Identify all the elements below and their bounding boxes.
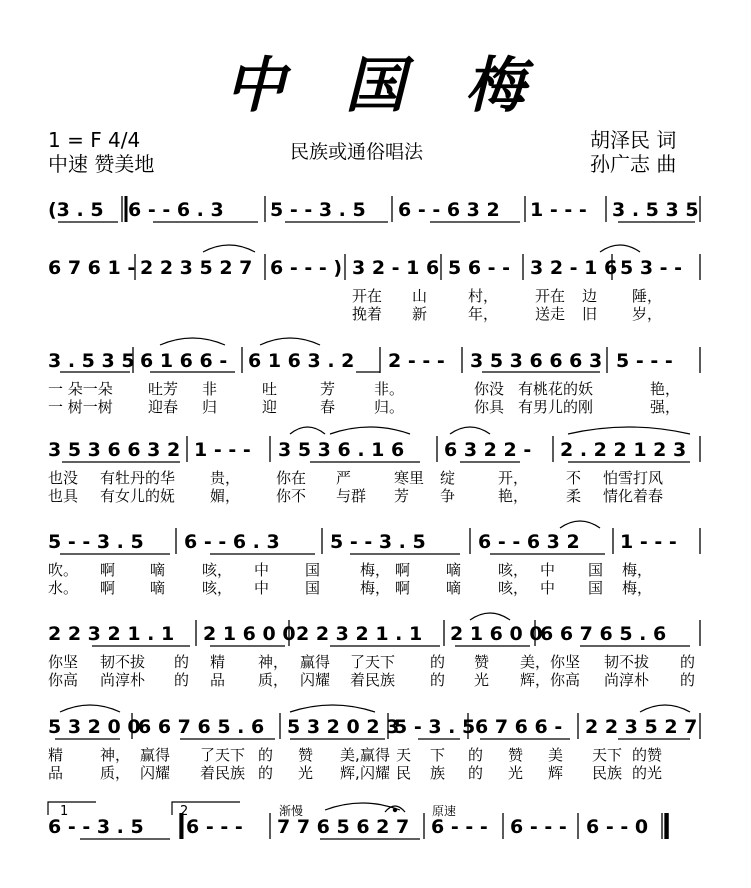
ritardando-marking: 渐慢 <box>279 804 304 818</box>
lyric-verse1: 严 <box>336 469 352 487</box>
lyric-verse1: 的 <box>680 653 696 671</box>
lyric-verse2: 光 <box>298 764 314 782</box>
measure-notes: 5 - - 3 . 5 <box>270 199 366 221</box>
lyric-verse1: 赢得 <box>300 653 331 671</box>
lyric-verse2: 你不 <box>276 487 307 505</box>
slur <box>160 338 225 345</box>
measure-notes: 2 2 3 5 2 7 <box>585 716 698 738</box>
slur <box>450 427 490 434</box>
lyric-verse2: 品 <box>210 671 226 689</box>
lyric-verse1: 的 <box>258 746 274 764</box>
lyric-verse2: 的 <box>680 671 696 689</box>
measure-notes: 6 - - 0 <box>586 816 649 838</box>
lyric-verse2: 光 <box>474 671 490 689</box>
lyric-verse1: 的 <box>430 653 446 671</box>
lyric-verse1: 绽 <box>440 469 456 487</box>
lyric-verse1: 中 <box>540 561 556 579</box>
lyric-verse2: 也具 <box>48 487 79 505</box>
notation-row <box>48 257 682 323</box>
lyric-verse1: 山 <box>412 287 428 305</box>
lyric-verse2: 年， <box>468 305 499 323</box>
lyric-verse1: 下 <box>430 746 446 764</box>
lyric-verse1: 赢得 <box>360 746 391 764</box>
lyric-verse2: 国 <box>588 579 604 597</box>
lyric-verse2: 春 <box>320 398 336 416</box>
lyric-verse1: 开在 <box>352 287 383 305</box>
lyric-verse2: 你具 <box>474 398 505 416</box>
lyric-verse1: 啊 <box>395 561 411 579</box>
measure-notes: 6 - - 6 . 3 <box>184 531 280 553</box>
tempo-marking: 中速 赞美地 <box>48 152 155 176</box>
lyric-verse2: 啊 <box>395 579 411 597</box>
notation-row <box>48 531 677 597</box>
measure-notes: 5 3 2 0 0 <box>48 716 141 738</box>
lyric-verse1: 梅， <box>360 561 391 579</box>
lyric-verse1: 有牡丹的华 <box>100 469 176 487</box>
lyric-verse1: 赞 <box>508 746 524 764</box>
lyric-verse2: 质， <box>100 764 131 782</box>
lyric-verse2: 光 <box>508 764 524 782</box>
lyric-verse1: 韧不拔 <box>604 653 650 671</box>
lyric-verse2: 迎 <box>262 398 278 416</box>
lyric-verse1: 你坚 <box>48 653 79 671</box>
lyric-verse2: 梅， <box>622 579 653 597</box>
first-ending-number: 1 <box>60 804 69 819</box>
measure-notes: 5 3 - - <box>620 257 683 279</box>
slur <box>600 245 640 252</box>
slur <box>330 427 410 434</box>
lyric-verse1: 的 <box>174 653 190 671</box>
first-ending-bracket <box>48 802 96 815</box>
slur <box>290 427 325 434</box>
lyric-verse1: 一 朵一朵 <box>48 380 113 398</box>
lyric-verse1: 你坚 <box>550 653 581 671</box>
slur <box>203 245 255 252</box>
measure-notes: 6 - - 6 3 2 <box>398 199 500 221</box>
lyric-verse2: 情化着春 <box>603 487 664 505</box>
lyric-verse2: 的 <box>174 671 190 689</box>
lyric-verse1: 韧不拔 <box>100 653 146 671</box>
lyric-verse2: 品 <box>48 764 64 782</box>
lyric-verse1: 啊 <box>100 561 116 579</box>
slur <box>60 705 120 712</box>
measure-notes: 1 - - - <box>620 531 677 553</box>
second-ending-number: 2 <box>180 804 189 819</box>
slur <box>290 705 375 712</box>
notation-row <box>48 716 697 782</box>
lyric-verse1: 赞 <box>298 746 314 764</box>
measure-notes: 6 1 6 6 - <box>140 350 228 372</box>
lyric-verse2: 梅， <box>360 579 391 597</box>
lyric-verse2: 的光 <box>632 764 663 782</box>
measure-notes: 3 . 5 3 5 <box>48 350 135 372</box>
lyric-verse2: 的 <box>468 764 484 782</box>
measure-notes: 2 2 3 2 1 . 1 <box>296 623 423 645</box>
lyric-verse2: 你高 <box>550 671 581 689</box>
lyric-verse2: 中 <box>540 579 556 597</box>
a-tempo-marking: 原速 <box>432 804 457 818</box>
lyric-verse2: 尚淳朴 <box>100 671 146 689</box>
measure-notes: 6 3 2 2 - <box>444 439 532 461</box>
lyric-verse1: 了天下 <box>350 653 396 671</box>
lyric-verse2: 送走 <box>535 305 566 323</box>
lyric-verse1: 贵， <box>210 469 241 487</box>
measure-notes: 3 . 5 3 5 <box>612 199 699 221</box>
measure-notes: 2 . 2 2 1 2 3 <box>560 439 687 461</box>
lyric-verse2: 争 <box>440 487 456 505</box>
lyric-verse1: 国 <box>588 561 604 579</box>
lyric-verse1: 咳， <box>202 561 233 579</box>
lyric-verse1: 精 <box>48 746 64 764</box>
lyric-verse1: 吐芳 <box>148 380 179 398</box>
lyric-verse1: 怕雪打风 <box>603 469 664 487</box>
measure-notes: 6 6 7 6 5 . 6 <box>540 623 667 645</box>
lyric-verse2: 芳 <box>394 487 410 505</box>
lyric-verse2: 与群 <box>336 487 367 505</box>
lyric-verse1: 非。 <box>374 380 405 398</box>
notation-row <box>48 439 686 505</box>
lyric-verse2: 你高 <box>48 671 79 689</box>
measure-notes: 2 - - - <box>388 350 445 372</box>
lyric-verse2: 族 <box>430 764 446 782</box>
measure-notes: 5 - 3 . 5 <box>394 716 476 738</box>
lyric-verse2: 民族 <box>592 764 623 782</box>
lyric-verse1: 梅， <box>622 561 653 579</box>
lyric-verse1: 嘀 <box>150 561 166 579</box>
measure-notes: 3 5 3 6 . 1 6 <box>278 439 405 461</box>
lyric-verse1: 神， <box>258 653 289 671</box>
lyric-verse2: 质， <box>258 671 289 689</box>
measure-notes: 1 - - - <box>194 439 251 461</box>
lyric-verse2: 嘀 <box>150 579 166 597</box>
measure-notes: 7 7 6 5 6 2 7 <box>277 816 410 838</box>
lyric-verse2: 咳， <box>202 579 233 597</box>
measure-notes: (3 . 5 <box>48 199 104 221</box>
lyric-verse1: 开在 <box>535 287 566 305</box>
lyric-verse1: 你没 <box>474 380 505 398</box>
lyric-verse2: 嘀 <box>446 579 462 597</box>
singing-style-note: 民族或通俗唱法 <box>290 141 424 163</box>
lyric-verse2: 闪耀 <box>300 671 331 689</box>
lyricist-credit: 胡泽民 词 <box>590 128 677 152</box>
lyric-verse1: 美 <box>548 746 564 764</box>
fermata-dot <box>393 808 396 811</box>
lyric-verse2: 着民族 <box>350 671 396 689</box>
lyric-verse1: 吐 <box>262 380 278 398</box>
measure-notes: 6 7 6 6 - <box>475 716 563 738</box>
lyric-verse1: 美， <box>520 653 551 671</box>
lyric-verse2: 国 <box>305 579 321 597</box>
measure-notes: 6 - - - <box>431 816 488 838</box>
measure-notes: 2 2 3 2 1 . 1 <box>48 623 175 645</box>
lyric-verse1: 寒里 <box>394 469 425 487</box>
measure-notes: 3 5 3 6 6 3 2 <box>48 439 181 461</box>
lyric-verse1: 天 <box>396 746 412 764</box>
lyric-verse1: 陲， <box>632 287 663 305</box>
bar-lines <box>122 196 700 839</box>
measure-notes: 6 - - - ) <box>270 257 343 279</box>
measure-notes: 6 - - 6 3 2 <box>478 531 580 553</box>
notation-row <box>48 199 699 221</box>
lyric-verse2: 柔 <box>566 487 582 505</box>
slur <box>568 427 690 434</box>
lyric-verse2: 旧 <box>582 305 598 323</box>
lyric-verse1: 吹。 <box>48 561 79 579</box>
lyric-verse2: 艳， <box>498 487 529 505</box>
measure-notes: 5 - - - <box>616 350 673 372</box>
title-char: 梅 <box>465 51 527 121</box>
lyric-verse2: 着民族 <box>200 764 246 782</box>
lyric-verse1: 天下 <box>592 746 623 764</box>
lyric-verse1: 你在 <box>276 469 307 487</box>
key-time-signature: 1 = F 4/4 <box>48 128 141 152</box>
measure-notes: 5 - - 3 . 5 <box>330 531 426 553</box>
lyric-verse2: 民 <box>396 764 412 782</box>
measure-notes: 6 - - - <box>186 816 243 838</box>
lyric-verse2: 媚， <box>210 487 241 505</box>
measure-notes: 3 5 3 6 6 6 3 <box>470 350 603 372</box>
lyric-verse1: 神， <box>100 746 131 764</box>
lyric-verse2: 归 <box>202 398 218 416</box>
lyric-verse1: 了天下 <box>200 746 246 764</box>
lyric-verse2: 有女儿的妩 <box>100 487 176 505</box>
lyric-verse1: 非 <box>202 380 218 398</box>
measure-notes: 6 - - 3 . 5 <box>48 816 144 838</box>
measure-notes: 2 1 6 0 0 <box>203 623 296 645</box>
slur <box>260 338 320 345</box>
lyric-verse1: 不 <box>566 469 582 487</box>
lyric-verse2: 辉， <box>520 671 551 689</box>
lyric-verse1: 嘀 <box>446 561 462 579</box>
lyric-verse2: 归。 <box>374 398 405 416</box>
lyric-verse1: 艳， <box>650 380 681 398</box>
measure-notes: 2 1 6 0 0 <box>450 623 543 645</box>
lyric-verse1: 有桃花的妖 <box>518 380 594 398</box>
lyric-verse1: 赞 <box>474 653 490 671</box>
lyric-verse2: 的 <box>258 764 274 782</box>
notation-row <box>48 350 680 416</box>
lyric-verse1: 精 <box>210 653 226 671</box>
measure-notes: 6 7 6 1 - <box>48 257 136 279</box>
lyric-verse2: 闪耀 <box>140 764 171 782</box>
lyric-verse2: 辉, <box>340 764 360 782</box>
measure-notes: 1 - - - <box>530 199 587 221</box>
notation-rows <box>48 199 699 838</box>
measure-notes: 6 - - 6 . 3 <box>128 199 224 221</box>
lyric-verse2: 迎春 <box>148 398 179 416</box>
lyric-verse1: 的 <box>468 746 484 764</box>
lyric-verse1: 美, <box>340 746 360 764</box>
lyric-verse2: 新 <box>412 305 428 323</box>
measure-notes: 6 1 6 3 . 2 <box>248 350 355 372</box>
lyric-verse2: 一 树一树 <box>48 398 113 416</box>
lyric-verse2: 辉 <box>548 764 564 782</box>
measure-notes: 5 3 2 0 2 3 <box>287 716 400 738</box>
measure-notes: 6 6 7 6 5 . 6 <box>138 716 265 738</box>
title-char: 国 <box>345 51 407 121</box>
lyric-verse1: 芳 <box>320 380 336 398</box>
notation-row <box>48 816 648 838</box>
lyric-verse1: 开， <box>498 469 529 487</box>
lyric-verse1: 村， <box>468 287 499 305</box>
lyric-verse1: 的赞 <box>632 746 663 764</box>
lyric-verse1: 也没 <box>48 469 79 487</box>
lyric-verse1: 咳， <box>498 561 529 579</box>
measure-notes: 5 6 - - <box>448 257 511 279</box>
lyric-verse2: 水。 <box>48 579 79 597</box>
lyric-verse2: 啊 <box>100 579 116 597</box>
measure-notes: 3 2 - 1 6 <box>352 257 440 279</box>
lyric-verse2: 岁， <box>632 305 663 323</box>
title-char: 中 <box>225 51 287 121</box>
lyric-verse2: 强， <box>650 398 681 416</box>
slur <box>640 705 690 712</box>
lyric-verse2: 的 <box>430 671 446 689</box>
lyric-verse1: 国 <box>305 561 321 579</box>
measure-notes: 3 2 - 1 6 <box>530 257 618 279</box>
notation-row <box>48 623 695 689</box>
lyric-verse1: 赢得 <box>140 746 171 764</box>
lyric-verse2: 有男儿的刚 <box>518 398 594 416</box>
slur <box>560 521 600 528</box>
measure-notes: 2 2 3 5 2 7 <box>140 257 253 279</box>
lyric-verse2: 中 <box>254 579 270 597</box>
lyric-verse2: 咳， <box>498 579 529 597</box>
lyric-verse2: 尚淳朴 <box>604 671 650 689</box>
slur <box>470 613 510 620</box>
lyric-verse1: 边 <box>582 287 598 305</box>
composer-credit: 孙广志 曲 <box>590 152 677 176</box>
lyric-verse2: 挽着 <box>352 305 383 323</box>
lyric-verse2: 闪耀 <box>360 764 391 782</box>
measure-notes: 6 - - - <box>510 816 567 838</box>
measure-notes: 5 - - 3 . 5 <box>48 531 144 553</box>
lyric-verse1: 中 <box>254 561 270 579</box>
